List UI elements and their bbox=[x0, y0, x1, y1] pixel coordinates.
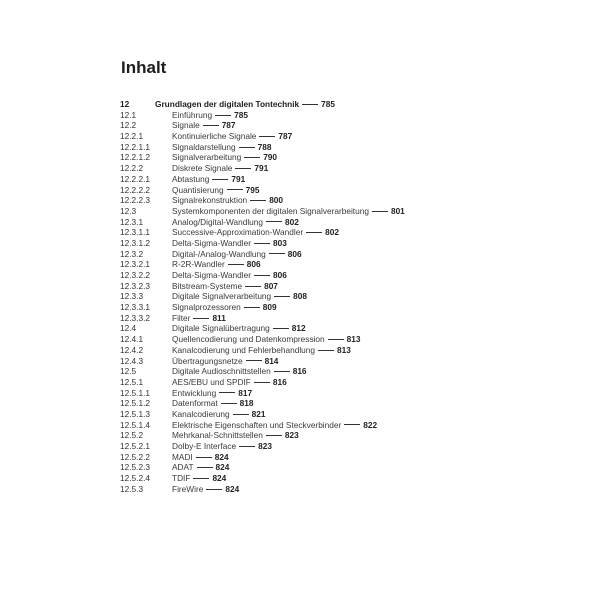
section-entry bbox=[172, 120, 236, 131]
section-number: 12.2.1.2 bbox=[120, 152, 150, 163]
section-title: Kanalcodierung bbox=[172, 408, 230, 419]
section-title: Entwicklung bbox=[172, 387, 217, 398]
section-title: Systemkomponenten der digitalen Signalverarbeitung bbox=[172, 205, 369, 216]
leader-dash bbox=[193, 318, 209, 319]
leader-dash bbox=[306, 232, 322, 233]
section-number: 12.2 bbox=[120, 120, 137, 131]
toc-entry bbox=[120, 142, 540, 153]
page-number: 813 bbox=[337, 344, 351, 355]
leader-dash bbox=[250, 200, 266, 201]
section-entry bbox=[172, 195, 283, 206]
section-number: 12.4.1 bbox=[120, 334, 144, 345]
section-title: Kanalcodierung und Fehlerbehandlung bbox=[172, 344, 316, 355]
section-title: Digital-/Analog-Wandlung bbox=[172, 248, 266, 259]
leader-dash bbox=[254, 275, 270, 276]
page-number: 800 bbox=[269, 195, 284, 206]
page-number: 813 bbox=[346, 334, 361, 345]
section-entry bbox=[172, 313, 226, 324]
section-title: Analog/Digital-Wandlung bbox=[172, 216, 264, 227]
toc-entry bbox=[120, 291, 540, 302]
section-number: 12.2.2 bbox=[120, 163, 144, 174]
toc-entry bbox=[120, 473, 540, 484]
section-number: 12.4.2 bbox=[120, 344, 144, 355]
toc-entry bbox=[120, 409, 540, 420]
section-number: 12.5.2.2 bbox=[120, 451, 150, 462]
section-entry bbox=[172, 345, 351, 356]
toc-entry bbox=[120, 323, 540, 334]
toc-entry bbox=[120, 120, 540, 131]
section-entry bbox=[172, 174, 245, 185]
page-number: 823 bbox=[258, 441, 272, 451]
toc-entry bbox=[120, 313, 540, 324]
leader-dash bbox=[206, 489, 222, 490]
leader-dash bbox=[212, 179, 228, 180]
section-title: Delta-Sigma-Wandler bbox=[172, 237, 251, 248]
leader-dash bbox=[328, 339, 344, 340]
section-entry bbox=[172, 366, 307, 377]
section-title: Signalrekonstruktion bbox=[172, 195, 248, 206]
page-number: 788 bbox=[257, 141, 272, 152]
page-title: Inhalt bbox=[121, 58, 167, 77]
page-number: 812 bbox=[291, 323, 306, 334]
section-entry bbox=[172, 270, 287, 281]
toc-entry bbox=[120, 259, 540, 270]
page-number: 802 bbox=[325, 227, 339, 238]
page-number: 822 bbox=[363, 419, 378, 430]
leader-dash bbox=[244, 307, 260, 308]
section-title: MADI bbox=[172, 451, 193, 462]
page-number: 824 bbox=[212, 473, 227, 484]
section-title: Grundlagen der digitalen Tontechnik bbox=[155, 99, 300, 109]
leader-dash bbox=[196, 457, 212, 458]
toc-entry bbox=[120, 398, 540, 409]
section-number: 12.2.2.1 bbox=[120, 173, 150, 184]
leader-dash bbox=[274, 296, 290, 297]
section-number: 12.3.1.1 bbox=[120, 227, 150, 238]
toc-entry bbox=[120, 388, 540, 399]
section-title: ADAT bbox=[172, 462, 194, 473]
page-number: 791 bbox=[254, 163, 269, 174]
section-title: Mehrkanal-Schnittstellen bbox=[172, 430, 263, 441]
section-entry bbox=[172, 484, 239, 495]
section-number: 12.3.2 bbox=[120, 248, 144, 259]
leader-dash bbox=[254, 243, 270, 244]
section-entry bbox=[155, 99, 335, 110]
leader-dash bbox=[245, 286, 261, 287]
page-number: 787 bbox=[278, 131, 293, 142]
section-number: 12.4.3 bbox=[120, 355, 144, 366]
section-number: 12.3.3.1 bbox=[120, 302, 150, 313]
section-number: 12.1 bbox=[120, 109, 137, 120]
toc-entry bbox=[120, 152, 540, 163]
leader-dash bbox=[235, 168, 251, 169]
section-number: 12.5.1.2 bbox=[120, 398, 150, 409]
leader-dash bbox=[274, 371, 290, 372]
toc-entry bbox=[120, 281, 540, 292]
leader-dash bbox=[254, 382, 270, 383]
page-number: 824 bbox=[215, 462, 230, 473]
page-number: 811 bbox=[212, 312, 226, 323]
section-entry bbox=[172, 217, 299, 228]
section-entry bbox=[172, 398, 254, 409]
section-title: FireWire bbox=[172, 483, 204, 494]
section-entry bbox=[172, 291, 307, 302]
toc-entry bbox=[120, 441, 540, 452]
leader-dash bbox=[372, 211, 388, 212]
page-number: 795 bbox=[245, 184, 260, 195]
toc-entry bbox=[120, 238, 540, 249]
section-title: Signale bbox=[172, 120, 200, 131]
page-number: 821 bbox=[251, 408, 266, 419]
toc-entry bbox=[120, 99, 540, 110]
section-title: Quantisierung bbox=[172, 184, 224, 195]
section-title: Digitale Signalübertragung bbox=[172, 323, 270, 334]
page-number: 806 bbox=[273, 270, 287, 280]
section-entry bbox=[172, 302, 277, 313]
toc-entry bbox=[120, 420, 540, 431]
leader-dash bbox=[197, 467, 213, 468]
toc-entry bbox=[120, 356, 540, 367]
section-title: Digitale Audioschnittstellen bbox=[172, 366, 271, 377]
leader-dash bbox=[246, 360, 262, 361]
leader-dash bbox=[344, 424, 360, 425]
section-title: R-2R-Wandler bbox=[172, 259, 225, 270]
section-entry bbox=[172, 227, 339, 238]
toc-entry bbox=[120, 484, 540, 495]
toc-entry bbox=[120, 131, 540, 142]
page-number: 806 bbox=[246, 259, 261, 270]
leader-dash bbox=[215, 115, 231, 116]
section-number: 12.5 bbox=[120, 366, 137, 377]
leader-dash bbox=[318, 350, 334, 351]
section-title: Digitale Signalverarbeitung bbox=[172, 291, 272, 302]
section-number: 12.3.1.2 bbox=[120, 237, 150, 248]
page-number: 816 bbox=[272, 376, 287, 387]
page-number: 802 bbox=[285, 216, 299, 227]
section-title: Elektrische Eigenschaften und Steckverbinder bbox=[172, 419, 342, 430]
section-title: Dolby-E Interface bbox=[172, 441, 237, 451]
leader-dash bbox=[266, 435, 282, 436]
section-entry bbox=[172, 462, 229, 473]
section-entry bbox=[172, 409, 266, 420]
leader-dash bbox=[227, 189, 243, 190]
section-entry bbox=[172, 420, 377, 431]
toc-entry bbox=[120, 110, 540, 121]
toc-entry bbox=[120, 452, 540, 463]
page-number: 785 bbox=[234, 109, 248, 120]
section-entry bbox=[172, 163, 268, 174]
page-number: 814 bbox=[264, 355, 279, 366]
section-title: TDIF bbox=[172, 473, 191, 484]
section-title: Abtastung bbox=[172, 173, 210, 184]
section-number: 12.2.2.2 bbox=[120, 184, 150, 195]
section-number: 12.5.2.3 bbox=[120, 462, 150, 473]
leader-dash bbox=[273, 328, 289, 329]
section-entry bbox=[172, 323, 306, 334]
section-entry bbox=[172, 388, 252, 399]
section-entry bbox=[172, 473, 226, 484]
section-number: 12.3.1 bbox=[120, 216, 144, 227]
section-entry bbox=[172, 249, 302, 260]
page-number: 824 bbox=[225, 483, 240, 494]
section-title: Signalverarbeitung bbox=[172, 152, 242, 163]
section-number: 12.5.1.1 bbox=[120, 387, 150, 398]
section-number: 12.2.1 bbox=[120, 131, 144, 142]
section-number: 12.4 bbox=[120, 323, 137, 334]
section-title: Datenformat bbox=[172, 398, 218, 409]
section-number: 12.5.2.1 bbox=[120, 441, 150, 451]
section-entry bbox=[172, 185, 260, 196]
section-number: 12.5.1.3 bbox=[120, 408, 150, 419]
toc-entry bbox=[120, 334, 540, 345]
section-title: Signalprozessoren bbox=[172, 302, 241, 313]
section-title: Successive-Approximation-Wandler bbox=[172, 227, 304, 238]
section-entry bbox=[172, 142, 272, 153]
section-entry bbox=[172, 430, 299, 441]
leader-dash bbox=[203, 125, 219, 126]
section-title: Diskrete Signale bbox=[172, 163, 233, 174]
page-number: 816 bbox=[292, 366, 307, 377]
leader-dash bbox=[269, 253, 285, 254]
toc-entry bbox=[120, 302, 540, 313]
section-title: Einführung bbox=[172, 109, 213, 120]
leader-dash bbox=[244, 157, 260, 158]
page-number: 801 bbox=[390, 205, 405, 216]
page-number: 790 bbox=[263, 152, 278, 163]
section-number: 12.3.3 bbox=[120, 291, 144, 302]
leader-dash bbox=[239, 446, 255, 447]
section-number: 12.3.3.2 bbox=[120, 312, 150, 323]
page-number: 824 bbox=[214, 451, 229, 462]
page-number: 818 bbox=[239, 398, 254, 409]
section-title: Delta-Sigma-Wandler bbox=[172, 270, 251, 280]
leader-dash bbox=[193, 478, 209, 479]
section-entry bbox=[172, 238, 287, 249]
section-number: 12.5.2.4 bbox=[120, 473, 150, 484]
leader-dash bbox=[219, 392, 235, 393]
page-number: 806 bbox=[287, 248, 302, 259]
section-entry bbox=[172, 281, 278, 292]
section-entry bbox=[172, 152, 277, 163]
page-number: 803 bbox=[273, 237, 287, 248]
toc-entry bbox=[120, 227, 540, 238]
toc-entry bbox=[120, 462, 540, 473]
section-title: AES/EBU und SPDIF bbox=[172, 376, 251, 387]
leader-dash bbox=[233, 414, 249, 415]
section-title: Filter bbox=[172, 312, 191, 323]
section-title: Übertragungsnetze bbox=[172, 355, 243, 366]
page-number: 787 bbox=[221, 120, 236, 131]
section-entry bbox=[172, 377, 287, 388]
toc-entry bbox=[120, 345, 540, 356]
page-number: 791 bbox=[231, 173, 246, 184]
toc-entry bbox=[120, 206, 540, 217]
section-number: 12.3.2.1 bbox=[120, 259, 150, 270]
toc-entry bbox=[120, 163, 540, 174]
page-number: 817 bbox=[238, 387, 253, 398]
leader-dash bbox=[302, 104, 318, 105]
table-of-contents bbox=[120, 99, 540, 494]
section-number: 12.5.1.4 bbox=[120, 419, 150, 430]
section-entry bbox=[172, 206, 405, 217]
page-number: 785 bbox=[321, 99, 335, 109]
page-number: 808 bbox=[293, 291, 308, 302]
toc-entry bbox=[120, 195, 540, 206]
section-title: Signaldarstellung bbox=[172, 141, 236, 152]
section-number: 12.2.2.3 bbox=[120, 195, 150, 206]
toc-entry bbox=[120, 377, 540, 388]
toc-entry bbox=[120, 174, 540, 185]
section-entry bbox=[172, 110, 248, 121]
toc-entry bbox=[120, 217, 540, 228]
section-number: 12.5.1 bbox=[120, 376, 144, 387]
leader-dash bbox=[266, 221, 282, 222]
section-number: 12.3.2.3 bbox=[120, 280, 150, 291]
section-entry bbox=[172, 441, 272, 452]
toc-entry bbox=[120, 249, 540, 260]
toc-entry bbox=[120, 185, 540, 196]
section-entry bbox=[172, 334, 361, 345]
section-entry bbox=[172, 452, 229, 463]
section-number: 12.3 bbox=[120, 205, 137, 216]
toc-entry bbox=[120, 270, 540, 281]
page-number: 809 bbox=[262, 302, 277, 313]
section-entry bbox=[172, 259, 261, 270]
page-number: 823 bbox=[284, 430, 299, 441]
toc-entry bbox=[120, 430, 540, 441]
toc-entry bbox=[120, 366, 540, 377]
section-title: Quellencodierung und Datenkompression bbox=[172, 334, 325, 345]
section-title: Bitstream-Systeme bbox=[172, 280, 243, 291]
section-number: 12.5.2 bbox=[120, 430, 144, 441]
section-number: 12.3.2.2 bbox=[120, 270, 150, 280]
leader-dash bbox=[239, 147, 255, 148]
section-number: 12.2.1.1 bbox=[120, 141, 150, 152]
section-title: Kontinuierliche Signale bbox=[172, 131, 257, 142]
page-number: 807 bbox=[264, 280, 278, 291]
section-number: 12 bbox=[120, 99, 130, 109]
leader-dash bbox=[221, 403, 237, 404]
section-entry bbox=[172, 356, 278, 367]
leader-dash bbox=[228, 264, 244, 265]
section-entry bbox=[172, 131, 292, 142]
leader-dash bbox=[259, 136, 275, 137]
section-number: 12.5.3 bbox=[120, 483, 144, 494]
